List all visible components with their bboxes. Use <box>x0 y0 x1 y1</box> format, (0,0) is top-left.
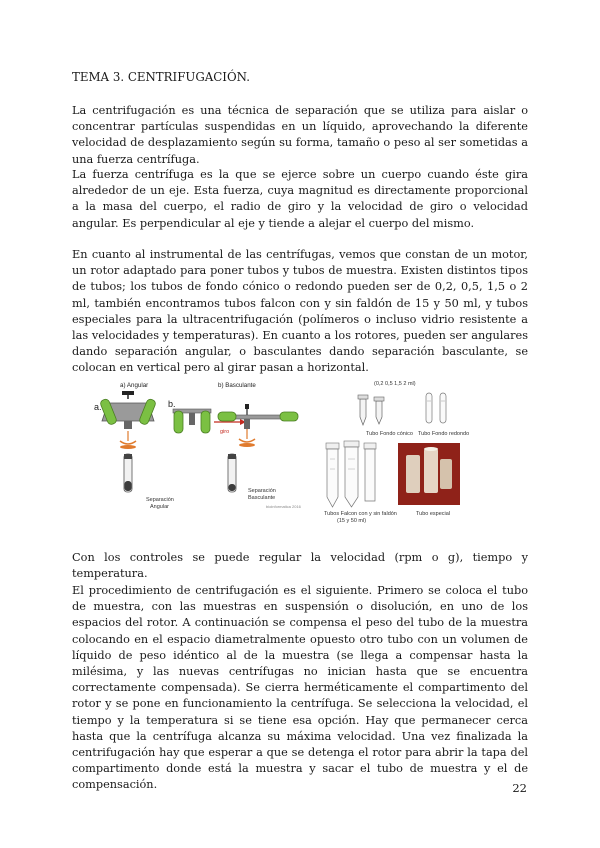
angular-tube-icon <box>124 454 132 492</box>
special-tube-photo <box>398 443 460 505</box>
special-tube-label: Tubo especial <box>416 511 451 517</box>
conical-tube-icon <box>358 395 384 425</box>
sep-angular-line2: Angular <box>150 504 169 510</box>
giro-label: giro <box>220 429 230 435</box>
centrifuge-figure <box>90 377 510 525</box>
paragraph-definition: La centrifugación es una técnica de separación que se utiliza para aislar o concentrar partículas suspendidas en un líquido, aprovechando la diferente velocidad de desplazamiento según su forma, tamaño o peso al ser sometidas a una fuerza centrífuga. <box>72 104 528 166</box>
falcon-tube-label2: (15 y 50 ml) <box>337 518 367 524</box>
round-tube-label: Tubo Fondo redondo <box>418 431 470 437</box>
falcon-tube-label1: Tubos Falcon con y sin faldón <box>324 511 397 517</box>
sep-basculante-line2: Basculante <box>248 495 276 501</box>
paragraph-procedure: El procedimiento de centrifugación es el siguiente. Primero se coloca el tubo de muestra, con las muestras en suspensión o disolución, en uno de los espacios del rotor. A continuación se compensa el peso del tubo de la muestra colocando en el espacio diametralmente opuesto otro tubo con un volumen de líquido de peso idéntico al de la muestra (se llega a compensar hasta la milésima, y las nuevas centrífugas no inician hasta que se encuentra correctamente compensada). Se cierra herméticamente el compartimento del rotor y se pone en funcionamiento la centrífuga. Se selecciona la velocidad, el tiempo y la temperatura si se tiene esa opción. Hay que permanecer cerca hasta que la centrífuga alcanza su máxima velocidad. Una vez finalizada la centrifugación hay que esperar a que se detenga el rotor para abrir la tapa del compartimento donde está la muestra y sacar el tubo de muestra y el de compensación. <box>72 584 528 792</box>
page-title: TEMA 3. CENTRIFUGACIÓN. <box>72 70 250 84</box>
label-basculante: b) Basculante <box>218 382 256 389</box>
round-tube-icon <box>426 393 446 423</box>
paragraph-centrifugal-force: La fuerza centrífuga es la que se ejerce sobre un cuerpo cuando éste gira alrededor de un eje. Esta fuerza, cuya magnitud es directamente proporcional a la masa del cuerpo, el radio de giro y la velocidad de giro o velocidad angular. Es perpendicular al eje y tiende a alejar el cuerpo del mismo. <box>72 168 528 230</box>
page-number: 22 <box>512 781 527 795</box>
tube-volumes-label: (0,2 0,5 1,5 2 ml) <box>374 381 416 387</box>
angular-rotor-icon <box>99 391 156 429</box>
paragraph-controls: Con los controles se puede regular la velocidad (rpm o g), tiempo y temperatura. <box>72 551 528 581</box>
basculante-tube-icon <box>228 454 236 492</box>
label-angular: a) Angular <box>120 382 149 389</box>
sep-angular-line1: Separación <box>146 497 174 503</box>
figure-credit: bioinformatica 2016 <box>266 504 301 509</box>
paragraph-instrumental: En cuanto al instrumental de las centrífugas, vemos que constan de un motor, un rotor adaptado para poner tubos y tubos de muestra. Existen distintos tipos de tubos; los tubos de fondo cónico o redondo pueden ser de 0,2, 0,5, 1,5 o 2 ml, también encontramos tubos falcon con y sin faldón de 15 y 50 ml, y tubos especiales para la ultracentrifugación (polímeros o incluso vidrio resistente a las velocidades y temperaturas). En cuanto a los rotores, pueden ser angulares dando separación angular, o basculantes dando separación basculante, se colocan en vertical pero al girar pasan a horizontal. <box>72 248 528 375</box>
tube-types-diagram <box>324 381 469 524</box>
basculante-rotor-spinning-icon <box>218 404 298 429</box>
letter-a: a. <box>94 402 102 412</box>
falcon-tube-icon <box>326 441 376 507</box>
sep-basculante-line1: Separación <box>248 488 276 494</box>
letter-b: b. <box>168 399 176 409</box>
rotor-diagram <box>94 382 302 510</box>
conical-tube-label: Tubo Fondo cónico <box>366 431 413 437</box>
basculante-rotor-icon <box>173 409 211 433</box>
